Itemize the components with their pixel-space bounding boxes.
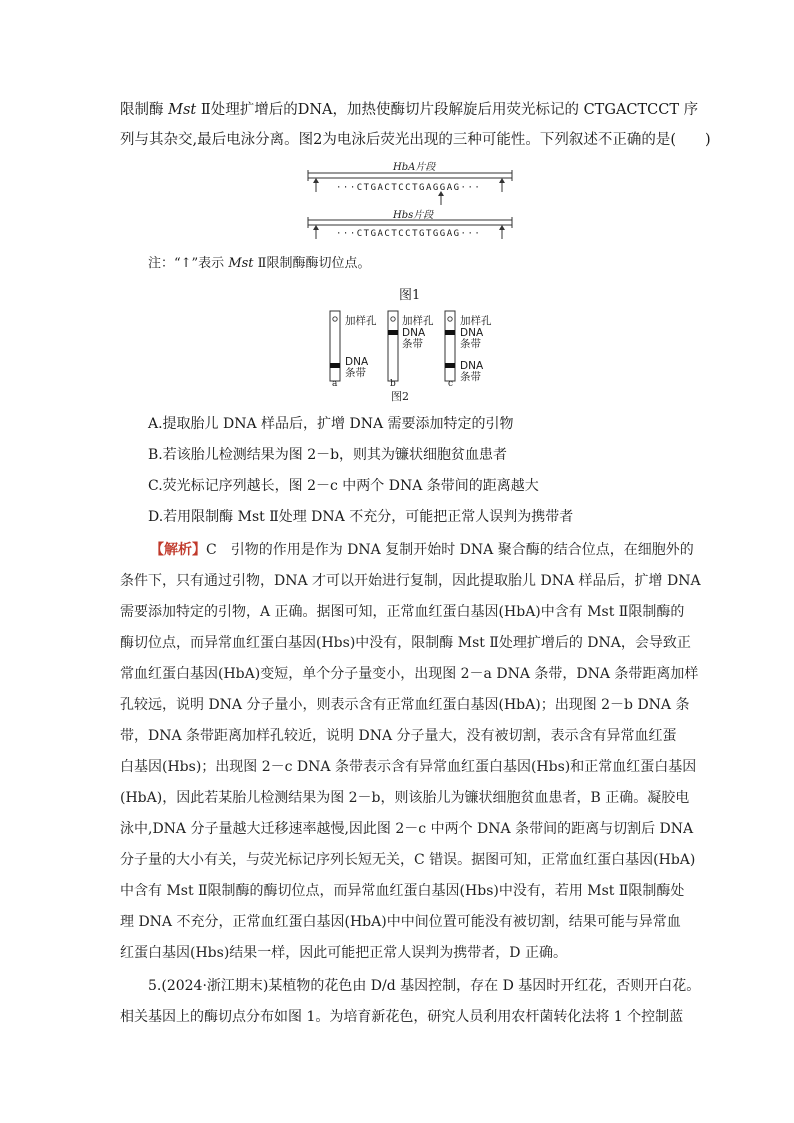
- cut-site-arrow-icon: [313, 225, 319, 239]
- gel-lane-a: [330, 311, 340, 381]
- cut-site-arrow-icon: [438, 191, 444, 205]
- hbs-sequence: ···CTGACTCCTGTGGAG···: [336, 229, 482, 239]
- figure2-gel: [0, 305, 794, 395]
- analysis-tag: 【解析】: [150, 542, 206, 558]
- figure1-note: 注：“↑”表示 Mst Ⅱ限制酶酶切位点。: [148, 256, 371, 271]
- question-line-1: [120, 100, 698, 120]
- lane-a-dna-label: DNA: [345, 356, 369, 368]
- analysis-line: 白基因(Hbs)；出现图 2－c DNA 条带表示含有异常血红蛋白基因(Hbs)和正常血红蛋白基因: [120, 759, 697, 775]
- dna-band: [330, 363, 340, 368]
- lane-a-band-label: 条带: [345, 367, 366, 379]
- lane-b-well-label: 加样孔: [402, 315, 434, 327]
- lane-c-well-label: 加样孔: [460, 315, 492, 327]
- lane-a-letter: a: [332, 379, 338, 389]
- hba-sequence: ···CTGACTCCTGAGGAG···: [336, 183, 482, 193]
- analysis-line: 需要添加特定的引物，A 正确。据图可知，正常血红蛋白基因(HbA)中含有 Mst Ⅱ限制酶的: [120, 604, 685, 620]
- dna-band: [445, 330, 455, 335]
- analysis-line: 常血红蛋白基因(HbA)变短，单个分子量变小，出现图 2－a DNA 条带，DNA 条带距离加样: [120, 666, 699, 682]
- lane-c-band-label-2: 条带: [460, 371, 481, 383]
- lane-a-well-label: 加样孔: [345, 315, 377, 327]
- lane-c-dna-label-2: DNA: [460, 360, 484, 372]
- enzyme-name: Mst: [168, 102, 197, 118]
- question-line-2: 列与其杂交,最后电泳分离。图2为电泳后荧光出现的三种可能性。下列叙述不正确的是( ): [120, 132, 711, 148]
- gel-lane-c: [445, 311, 455, 381]
- analysis-line: 红蛋白基因(Hbs)结果一样，因此可能把正常人误判为携带者，D 正确。: [120, 945, 567, 961]
- analysis-line: 理 DNA 不充分，正常血红蛋白基因(HbA)中中间位置可能没有被切割，结果可能与异常血: [120, 914, 681, 930]
- hba-label: HbA片段: [393, 162, 436, 173]
- dna-band: [388, 330, 398, 335]
- analysis-line: (HbA)，因此若某胎儿检测结果为图 2－b，则该胎儿为镰状细胞贫血患者，B 正确。凝胶电: [120, 790, 690, 806]
- analysis-line: 中含有 Mst Ⅱ限制酶的酶切位点，而异常血红蛋白基因(Hbs)中没有，若用 Mst Ⅱ限制酶处: [120, 883, 685, 899]
- lane-c-band-label-1: 条带: [460, 338, 481, 350]
- analysis-line-1: 【解析】C 引物的作用是作为 DNA 复制开始时 DNA 聚合酶的结合位点，在细胞外的: [150, 542, 694, 558]
- lane-b-letter: b: [390, 379, 396, 389]
- dna-band: [445, 363, 455, 368]
- lane-c-letter: c: [448, 379, 454, 389]
- option-d: D.若用限制酶 Mst Ⅱ处理 DNA 不充分，可能把正常人误判为携带者: [148, 509, 574, 525]
- hbs-label: Hbs片段: [393, 210, 434, 221]
- figure2-caption: 图2: [391, 390, 409, 403]
- next-question-line-1: 5.(2024·浙江期末)某植物的花色由 D/d 基因控制，存在 D 基因时开红花，否则开白花。: [148, 978, 701, 994]
- analysis-line: 分子量的大小有关，与荧光标记序列长短无关，C 错误。据图可知，正常血红蛋白基因(HbA): [120, 852, 696, 868]
- cut-site-arrow-icon: [499, 225, 505, 239]
- option-c: C.荧光标记序列越长，图 2－c 中两个 DNA 条带间的距离越大: [148, 478, 539, 494]
- option-a: A.提取胎儿 DNA 样品后，扩增 DNA 需要添加特定的引物: [148, 416, 514, 432]
- analysis-line: 孔较远，说明 DNA 分子量小，则表示含有正常血红蛋白基因(HbA)；出现图 2－b DNA 条: [120, 697, 690, 713]
- analysis-line: 带，DNA 条带距离加样孔较近，说明 DNA 分子量大，没有被切割，表示含有异常血红蛋: [120, 728, 677, 744]
- analysis-line: 条件下，只有通过引物，DNA 才可以开始进行复制，因此提取胎儿 DNA 样品后，扩增 DNA: [120, 573, 701, 589]
- lane-c-dna-label-1: DNA: [460, 327, 484, 339]
- gel-lane-b: [388, 311, 398, 381]
- cut-site-arrow-icon: [499, 178, 505, 192]
- question-text: Ⅱ处理扩增后的DNA，加热使酶切片段解旋后用荧光标记的 CTGACTCCT 序: [196, 102, 699, 118]
- next-question-line-2: 相关基因上的酶切点分布如图 1。为培育新花色，研究人员利用农杆菌转化法将 1 个控制蓝: [120, 1009, 684, 1025]
- analysis-line: 酶切位点，而异常血红蛋白基因(Hbs)中没有，限制酶 Mst Ⅱ处理扩增后的 DNA，会导致正: [120, 635, 691, 651]
- option-b: B.若该胎儿检测结果为图 2－b，则其为镰状细胞贫血患者: [148, 447, 508, 463]
- lane-b-dna-label: DNA: [402, 327, 426, 339]
- figure1-caption: 图1: [399, 288, 421, 303]
- analysis-answer: C: [206, 542, 217, 558]
- lane-b-band-label: 条带: [402, 338, 423, 350]
- analysis-line: 泳中,DNA 分子量越大迁移速率越慢,因此图 2－c 中两个 DNA 条带间的距离与切割后 DNA: [120, 821, 694, 837]
- question-text: 限制酶: [120, 102, 169, 118]
- cut-site-arrow-icon: [313, 178, 319, 192]
